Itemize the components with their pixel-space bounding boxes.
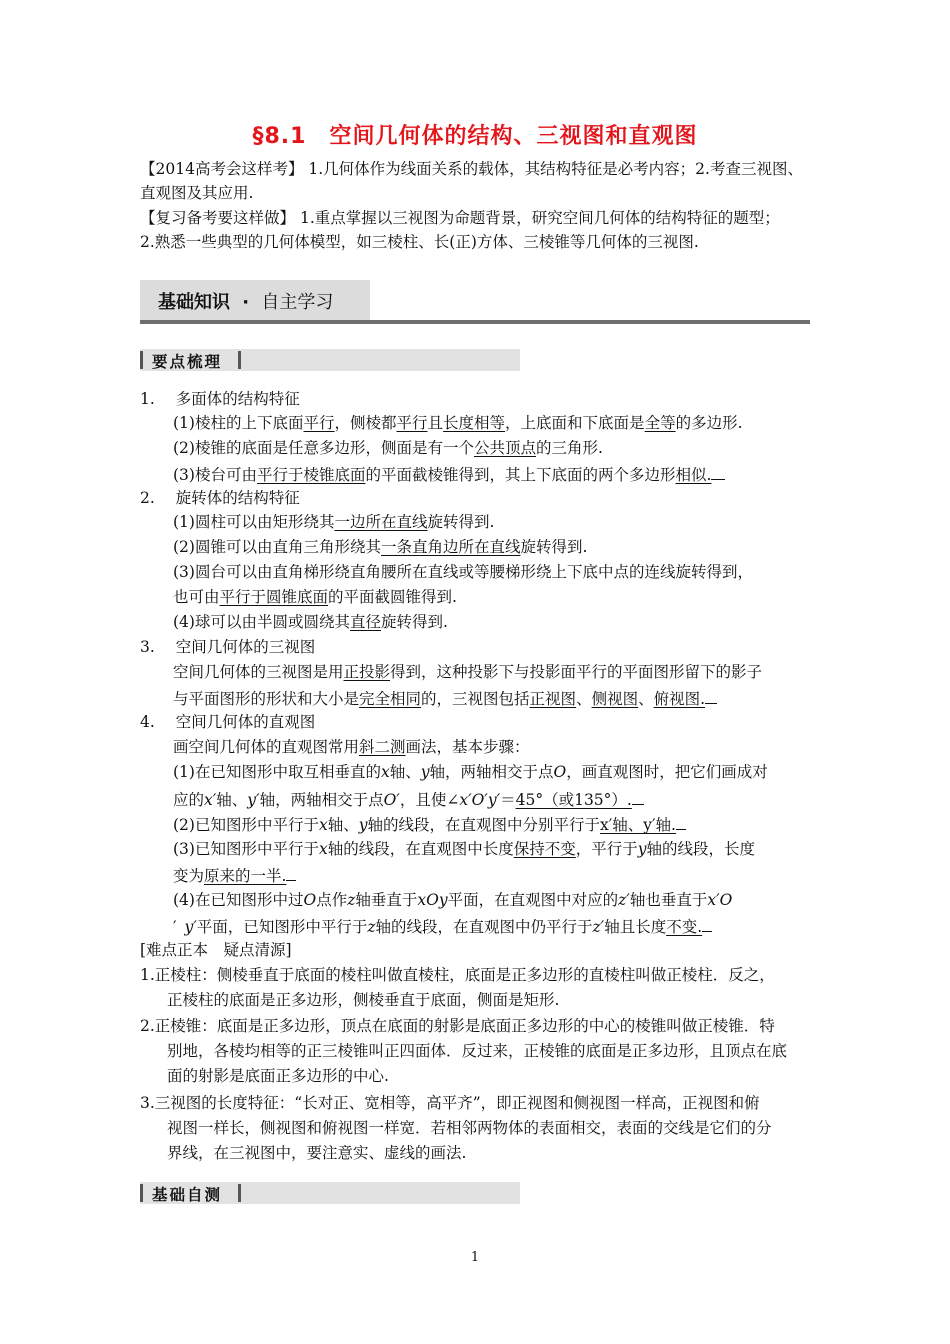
point-2c-line-1: (3)圆台可以由直角梯形绕直角腰所在直线或等腰梯形绕上下底中点的连线旋转得到， [173,563,753,581]
section-marker-right [238,351,241,369]
section-banner [140,280,810,324]
point-2a: (1)圆柱可以由矩形绕其一边所在直线旋转得到. [173,513,495,531]
point-4c: (2)已知图形中平行于x轴、y轴的线段，在直观图中分别平行于x′轴、y′轴. [173,813,686,835]
difficulty-3-line-1: 3.三视图的长度特征：“长对正、宽相等，高平齐”，即正视图和侧视图一样高，正视图和俯 [140,1094,760,1112]
point-2d: (4)球可以由半圆或圆绕其直径旋转得到. [173,613,448,631]
banner-title [158,288,333,314]
difficulty-1-line-2: 正棱柱的底面是正多边形，侧棱垂直于底面，侧面是矩形. [167,991,560,1009]
point-heading: 空间几何体的直观图 [175,713,316,731]
review-intro-line-1 [140,208,780,228]
section-marker-right [238,1184,241,1202]
point-4d-line-2: 变为原来的一半. [173,864,296,886]
point-4e-line-1: (4)在已知图形中过O点作z轴垂直于xOy平面，在直观图中对应的z′轴也垂直于x′O [173,891,733,909]
point-3-heading [140,637,315,657]
point-1a: (1)棱柱的上下底面平行，侧棱都平行且长度相等，上底面和下底面是全等的多边形. [173,414,743,432]
difficulty-2-line-2: 别地，各棱均相等的正三棱锥叫正四面体．反过来，正棱锥的底面是正多边形，且顶点在底 [167,1042,788,1060]
difficulty-heading: [难点正本 疑点清源] [140,941,292,959]
point-heading: 旋转体的结构特征 [175,489,300,507]
section-marker-left [140,351,143,369]
page-number: 1 [470,1250,480,1265]
point-2b: (2)圆锥可以由直角三角形绕其一条直角边所在直线旋转得到. [173,538,588,556]
review-text: 1.重点掌握以三视图为命题背景，研究空间几何体的结构特征的题型； [299,209,780,227]
banner-dot: · [242,292,250,313]
section-title: 基础自测 [152,1186,223,1204]
point-1c: (3)棱台可由平行于棱锥底面的平面截棱锥得到，其上下底面的两个多边形相似. [173,463,725,485]
point-heading: 多面体的结构特征 [175,390,300,408]
section-header-basic-test [140,1182,520,1204]
point-4b-line-2: 应的x′轴、y′轴，两轴相交于点O′，且使∠x′O′y′＝45°（或135°）. [173,788,644,810]
point-4e-line-2: ′ y′平面，已知图形中平行于z轴的线段，在直观图中仍平行于z′轴且长度不变. [173,915,712,937]
exam-intro-line-1 [140,159,803,179]
point-4-heading [140,712,315,732]
exam-label: 【2014高考会这样考】 [140,160,304,178]
section-header-key-points [140,349,520,371]
difficulty-2-line-1: 2.正棱锥：底面是正多边形，顶点在底面的射影是底面正多边形的中心的棱锥叫做正棱锥．特 [140,1017,775,1035]
difficulty-2-line-3: 面的射影是底面正多边形的中心. [167,1067,389,1085]
point-4d-line-1: (3)已知图形中平行于x轴的线段，在直观图中长度保持不变，平行于y轴的线段，长度 [173,840,756,858]
point-number: 3. [140,638,155,656]
review-label: 【复习备考要这样做】 [140,209,296,227]
banner-underline [140,320,810,324]
review-intro-line-2: 2.熟悉一些典型的几何体模型，如三棱柱、长(正)方体、三棱锥等几何体的三视图. [140,233,699,251]
banner-main: 基础知识 [158,292,230,313]
point-1-heading [140,389,300,409]
point-number: 2. [140,489,155,507]
section-title: 要点梳理 [152,353,223,371]
exam-intro-line-2: 直观图及其应用. [140,184,254,202]
point-4a: 画空间几何体的直观图常用斜二测画法，基本步骤： [173,738,530,756]
point-4b-line-1: (1)在已知图形中取互相垂直的x轴、y轴，两轴相交于点O，画直观图时，把它们画成对 [173,763,768,781]
point-2c-line-2: 也可由平行于圆锥底面的平面截圆锥得到. [173,588,457,606]
point-2-heading [140,488,300,508]
difficulty-3-line-3: 界线，在三视图中，要注意实、虚线的画法. [167,1144,467,1162]
page-title: §8.1 空间几何体的结构、三视图和直观图 [252,124,698,149]
point-3a: 空间几何体的三视图是用正投影得到，这种投影下与投影面平行的平面图形留下的影子 [173,663,763,681]
point-heading: 空间几何体的三视图 [175,638,316,656]
point-number: 1. [140,390,155,408]
point-1b: (2)棱锥的底面是任意多边形，侧面是有一个公共顶点的三角形. [173,439,603,457]
banner-sub: 自主学习 [261,292,334,313]
difficulty-3-line-2: 视图一样长，侧视图和俯视图一样宽．若相邻两物体的表面相交，表面的交线是它们的分 [167,1119,772,1137]
point-3b: 与平面图形的形状和大小是完全相同的，三视图包括正视图、侧视图、俯视图. [173,687,717,709]
difficulty-1-line-1: 1.正棱柱：侧棱垂直于底面的棱柱叫做直棱柱，底面是正多边形的直棱柱叫做正棱柱．反之， [140,966,775,984]
exam-text: 1.几何体作为线面关系的载体，其结构特征是必考内容；2.考查三视图、 [308,160,803,178]
section-marker-left [140,1184,143,1202]
point-number: 4. [140,713,155,731]
